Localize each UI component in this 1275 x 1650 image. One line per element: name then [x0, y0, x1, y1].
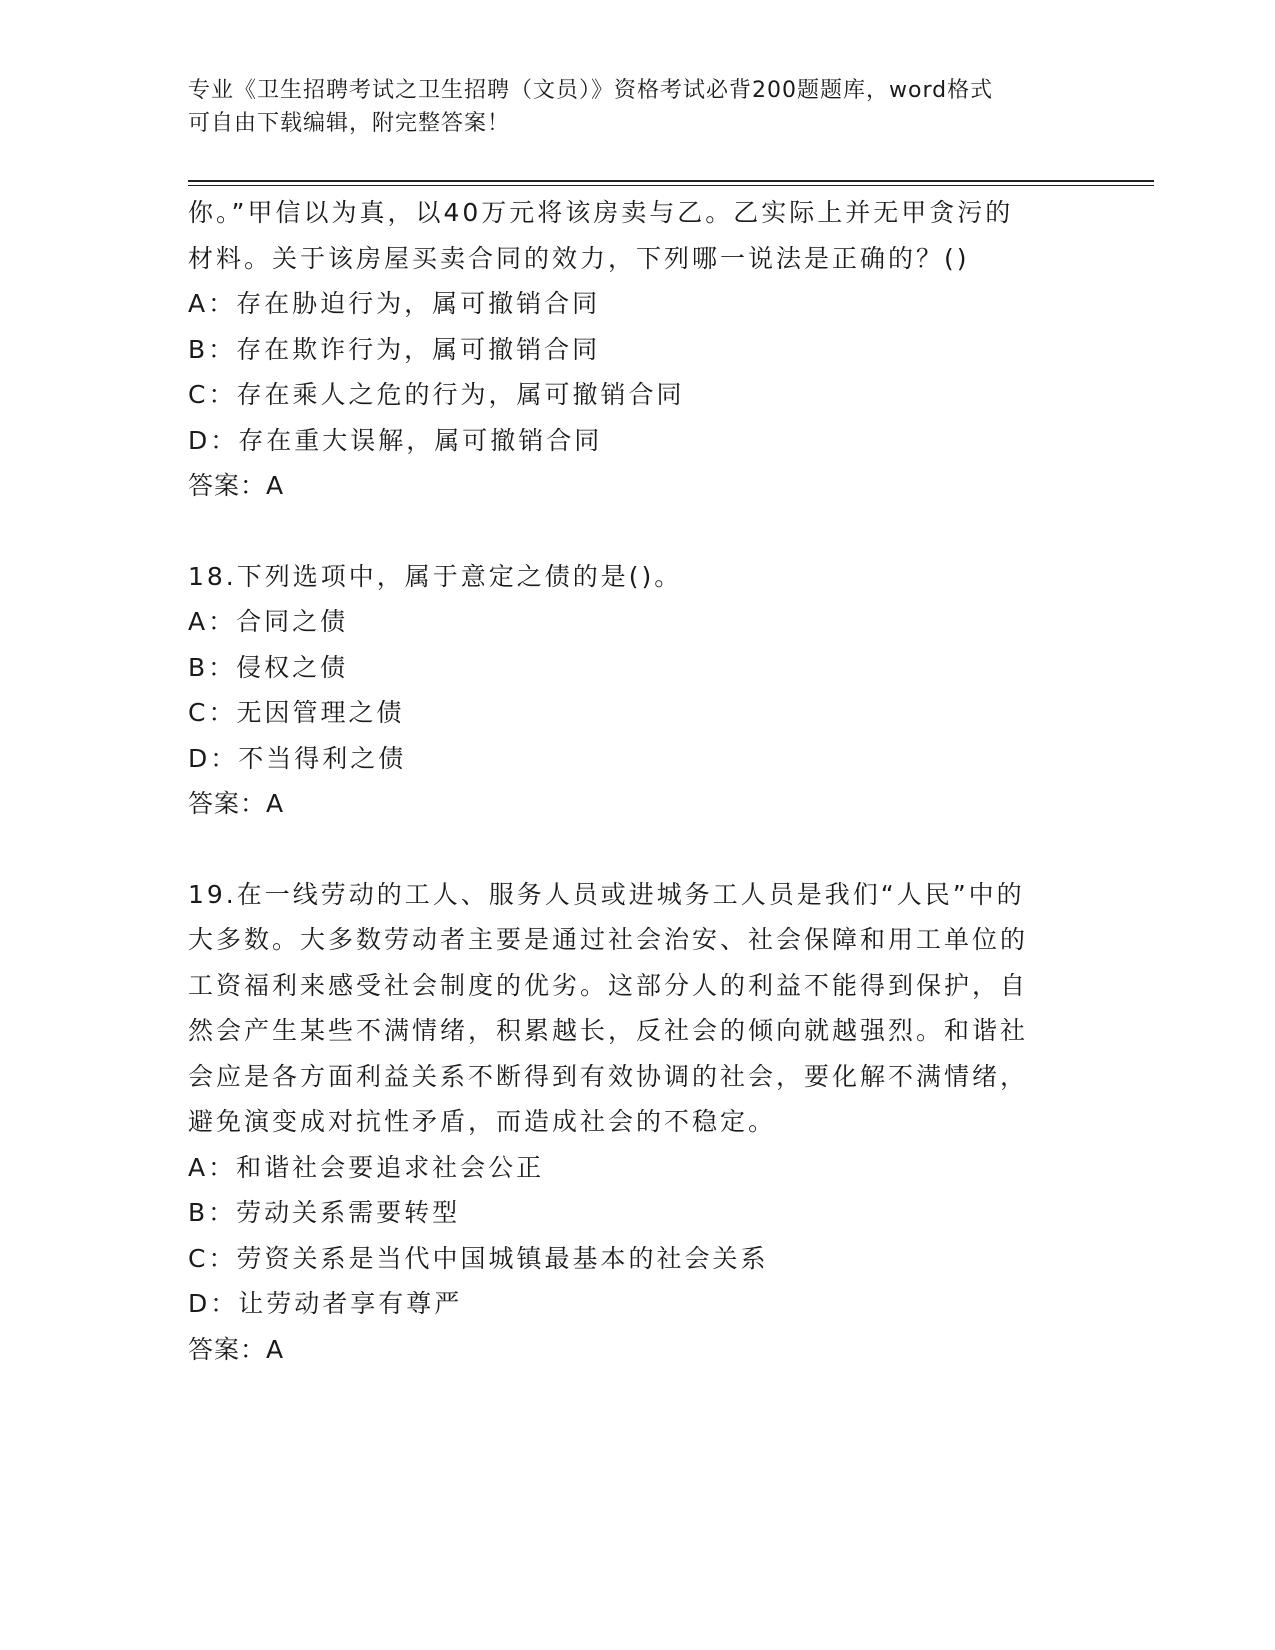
question-18-text: 18.下列选项中，属于意定之债的是()。 [188, 561, 683, 591]
question-19-answer: 答案：A [188, 1334, 285, 1364]
header-divider-thick [188, 180, 1154, 182]
header-divider-thin [188, 185, 1154, 186]
question-17-answer: 答案：A [188, 471, 285, 500]
question-17-option-c: C：存在乘人之危的行为，属可撤销合同 [188, 380, 685, 409]
header-title-line-2: 可自由下载编辑，附完整答案！ [188, 111, 511, 136]
question-17-option-d: D：存在重大误解，属可撤销合同 [188, 425, 603, 455]
question-18-option-c: C：无因管理之债 [188, 698, 405, 727]
question-18 [188, 554, 1088, 827]
header-title-line-1: 专业《卫生招聘考试之卫生招聘（文员）》资格考试必背200题题库，word格式 [188, 78, 994, 103]
question-19-text-line-1: 19.在一线劳动的工人、服务人员或进城务工人员是我们“人民”中的 [188, 879, 1025, 909]
question-18-option-d: D：不当得利之债 [188, 743, 407, 773]
question-19 [188, 872, 1088, 1373]
question-19-option-c: C：劳资关系是当代中国城镇最基本的社会关系 [188, 1243, 769, 1273]
question-19-text-line-5: 会应是各方面利益关系不断得到有效协调的社会，要化解不满情绪， [188, 1061, 1029, 1091]
question-17-text-line-2: 材料。关于该房屋买卖合同的效力，下列哪一说法是正确的？() [188, 243, 970, 273]
question-17 [188, 190, 1088, 509]
question-19-option-a: A：和谐社会要追求社会公正 [188, 1152, 545, 1182]
question-19-option-b: B：劳动关系需要转型 [188, 1198, 461, 1227]
question-19-text-line-6: 避免演变成对抗性矛盾，而造成社会的不稳定。 [188, 1107, 777, 1136]
question-19-option-d: D：让劳动者享有尊严 [188, 1289, 463, 1318]
document-header [188, 74, 1088, 140]
document-body [188, 190, 1088, 1372]
question-17-option-b: B：存在欺诈行为，属可撤销合同 [188, 334, 601, 364]
question-18-option-b: B：侵权之债 [188, 652, 349, 682]
question-19-text-line-2: 大多数。大多数劳动者主要是通过社会治安、社会保障和用工单位的 [188, 925, 1029, 954]
question-17-text-line-1: 你。”甲信以为真，以40万元将该房卖与乙。乙实际上并无甲贪污的 [188, 198, 1014, 227]
question-18-option-a: A：合同之债 [188, 607, 349, 636]
question-19-text-line-4: 然会产生某些不满情绪，积累越长，反社会的倾向就越强烈。和谐社 [188, 1016, 1029, 1045]
question-17-option-a: A：存在胁迫行为，属可撤销合同 [188, 289, 601, 318]
question-19-text-line-3: 工资福利来感受社会制度的优劣。这部分人的利益不能得到保护，自 [188, 970, 1029, 1000]
question-18-answer: 答案：A [188, 789, 285, 818]
